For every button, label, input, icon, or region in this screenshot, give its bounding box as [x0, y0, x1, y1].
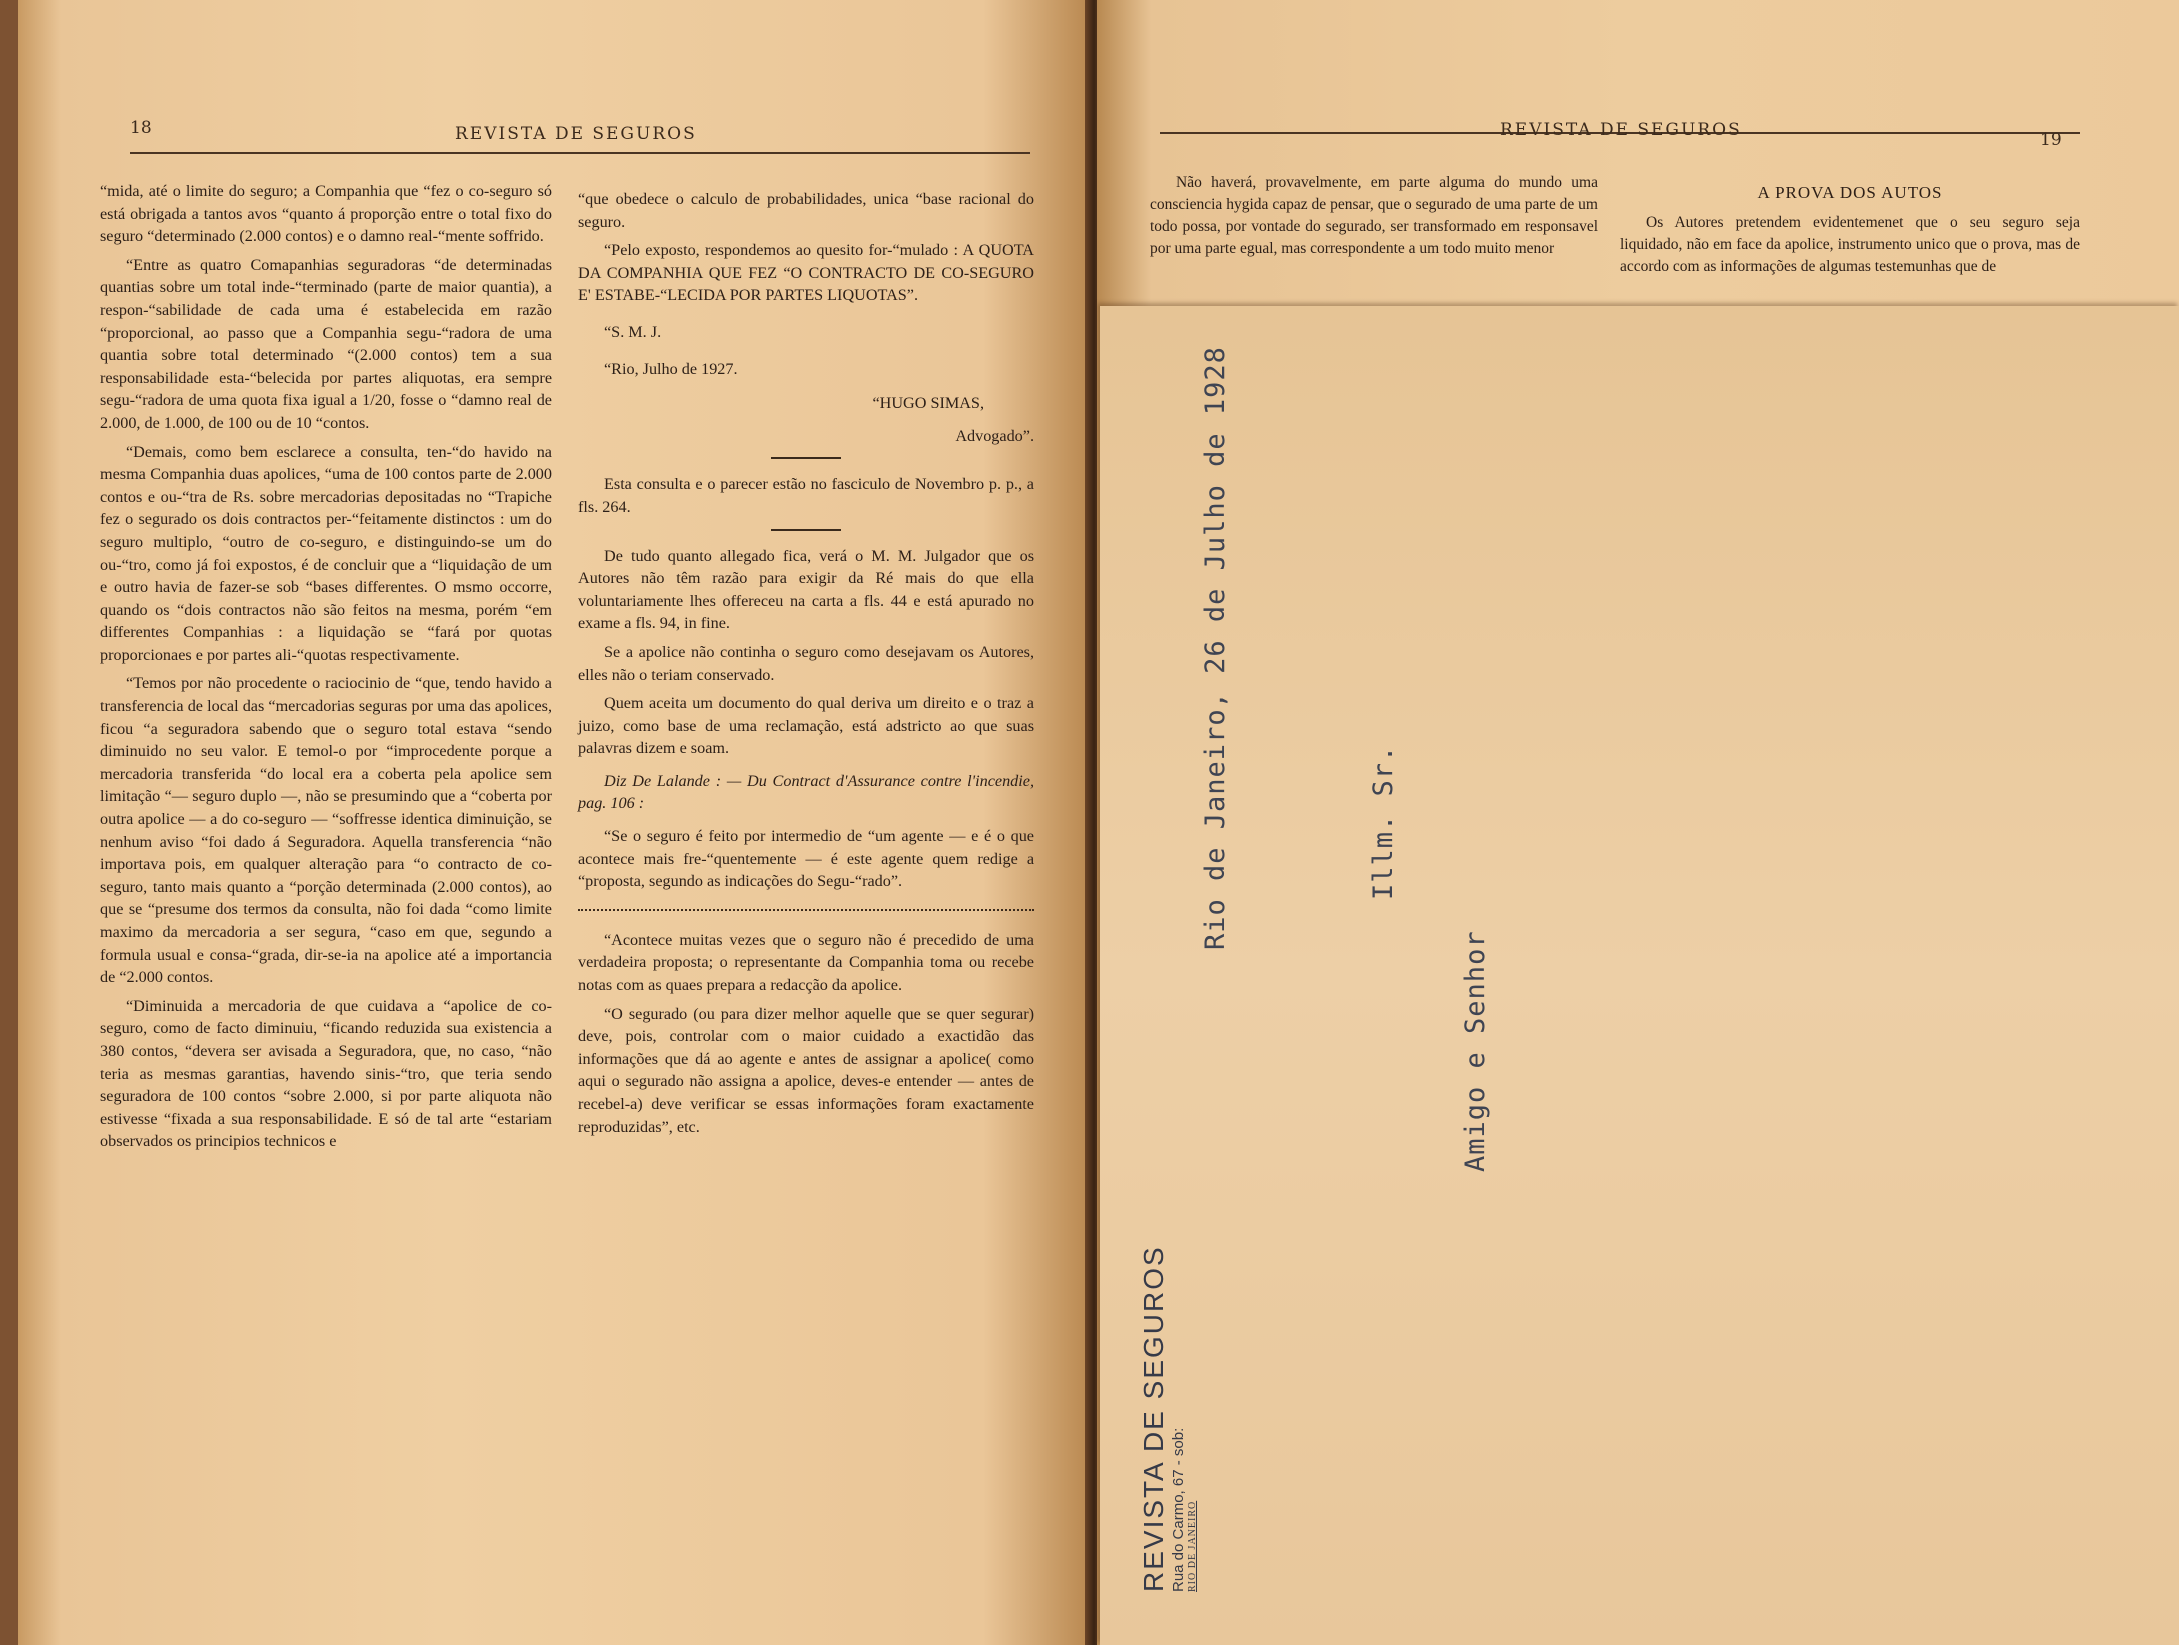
letterhead-address: Rua do Carmo, 67 - sob: — [1170, 1427, 1187, 1592]
paragraph: “S. M. J. — [604, 322, 662, 341]
section-heading: A PROVA DOS AUTOS — [1757, 183, 1943, 202]
paragraph: “Acontece muitas vezes que o seguro não é precedido de uma verdadeira proposta; o representante da Companhia toma ou recebe notas com as quaes prepara a redacção da apolice. — [578, 930, 1034, 995]
letter-salutation: Illm. Sr. — [1368, 744, 1399, 900]
letterhead-stamp — [1138, 1245, 1198, 1592]
paragraph: “Diminuida a mercadoria de que cuidava a “apolice de co-seguro, como de facto diminuiu, “ficando reduzida sua existencia a 380 contos, “devera ser avisada a Seguradora, que, no caso, “não teria as mesmas garantias, havendo sinis-“tro, que teria sendo seguradora de 100 contos “sobre 2.000, si por parte aliquota não estivesse “fixada a sua responsabilidade. E só de tal arte “estariam observados os principios technicos e — [100, 996, 552, 1151]
paragraph: Esta consulta e o parecer estão no fasciculo de Novembro p. p., a fls. 264. — [578, 475, 1034, 516]
left-page-header: REVISTA DE SEGUROS — [455, 124, 697, 144]
dotted-separator — [578, 907, 1034, 911]
right-page-header: REVISTA DE SEGUROS — [1500, 120, 1742, 140]
letterhead-name: REVISTA DE SEGUROS — [1138, 1245, 1169, 1592]
right-page-number: 19 — [2040, 130, 2062, 150]
paragraph: “Entre as quatro Comapanhias seguradoras “de determinadas quantias sobre um total inde-“terminado (parte de maior quantia), a respon-“sabilidade de cada uma é estabelecida em razão “proporcional, ao passo que a Companhia segu-“radora de uma quantia sobre total determinado “(2.000 contos) tem a sua responsabilidade esta-“belecida por partes aliquotas, era sempre segu-“radora de uma quota fixa igual a 1/20, fosse o “damno real de 2.000, de 1.000, de 100 ou de 10 “contos. — [100, 255, 552, 432]
left-column-1 — [100, 180, 552, 1159]
paragraph: Se a apolice não continha o seguro como desejavam os Autores, elles não o teriam conservado. — [578, 642, 1034, 684]
paragraph: “mida, até o limite do seguro; a Companhia que “fez o co-seguro só está obrigada a tantos avos “quanto á proporção entre o total fixo do seguro “determinado (2.000 contos) e o damno real-“mente soffrido. — [100, 182, 552, 246]
paragraph: “Se o seguro é feito por intermedio de “um agente — e é o que acontece mais fre-“quentemente — é este agente quem redige a “proposta, segundo as indicações do Segu-“rado”. — [578, 827, 1034, 891]
paragraph: Quem aceita um documento do qual deriva um direito e o traz a juizo, como base de uma reclamação, está adstricto ao que suas palavras dizem e soam. — [578, 694, 1034, 758]
paragraph: “Rio, Julho de 1927. — [604, 359, 738, 378]
left-page-number: 18 — [130, 118, 152, 138]
left-header-rule — [130, 152, 1030, 154]
paragraph: “Temos por não procedente o raciocinio de “que, tendo havido a transferencia de local das “mercadorias seguras por uma das apolices, ficou “a seguradora sabendo que o seguro total estava “sendo diminuido no seu valor. E temol-o por “improcedente porque a mercadoria transferida “do local era a coberta pela apolice sem limitação “— seguro duplo —, não se presumindo que a “coberta por outra apolice — a do co-seguro — “soffresse identica diminuição, se nenhum aviso “foi dado á Seguradora. Aquella transferencia “não importava pois, em qualquer alteração para “o contracto de co-seguro, tanto mais quanto a “porção determinada (2.000 contos), ao que se “presume dos termos da consulta, não foi dada “como limite maximo da mercadoria a ser segura, “caso em que, segundo a formula usual e consa-“grada, dir-se-ia na apolice até a importancia de “2.000 contos. — [100, 674, 552, 987]
letter-date-line: Rio de Janeiro, 26 de Julho de 1928 — [1200, 346, 1231, 950]
signature-title: Advogado”. — [955, 426, 1034, 445]
paragraph: Os Autores pretendem evidentemenet que o seu seguro seja liquidado, não em face da apolice, instrumento unico que o prova, mas de accordo com as informações de algumas testemunhas que de — [1620, 214, 2080, 275]
paragraph: “Demais, como bem esclarece a consulta, ten-“do havido na mesma Companhia duas apolices, “uma de 100 contos parte de 2.000 contos e ou-“tra de Rs. sobre mercadorias depositadas no “Trapiche fez o segurado os dois contractos per-“feitamente distinctos : um do seguro multiplo, “outro de co-seguro, e distinguindo-se um do ou-“tro, como já foi expostos, é de concluir que a “liquidação de um e outro havia de fazer-se sob “bases differentes. O msmo occorre, quando os “dois contractos não são feitos na mesma, porém “em differentes Companhias : a liquidação se “fará por quotas proporcionaes e por partes ali-“quotas respectivamente. — [100, 442, 552, 664]
section-separator — [771, 529, 841, 531]
right-column-2 — [1620, 172, 2080, 306]
signature-name: “HUGO SIMAS, — [872, 394, 984, 413]
left-column-2 — [578, 188, 1034, 1144]
paragraph: “que obedece o calculo de probabilidades, unica “base racional do seguro. — [578, 190, 1034, 231]
right-column-1 — [1150, 172, 1598, 306]
paragraph: De tudo quanto allegado fica, verá o M. M. Julgador que os Autores não têm razão para exigir da Ré mais do que ella voluntariamente lhes offereceu na carta a fls. 44 e está apurado no exame a fls. 94, in fine. — [578, 546, 1034, 633]
inserted-letter — [1100, 306, 2179, 1645]
paragraph: Diz De Lalande : — Du Contract d'Assurance contre l'incendie, pag. 106 : — [578, 771, 1034, 813]
paragraph: “Pelo exposto, respondemos ao quesito for-“mulado : A QUOTA DA COMPANHIA QUE FEZ “O CONTRACTO DE CO-SEGURO E' ESTABE-“LECIDA POR PARTES LIQUOTAS”. — [578, 241, 1034, 305]
paragraph: Não haverá, provavelmente, em parte alguma do mundo uma consciencia hygida capaz de pensar, que o segurado de uma parte de um todo possa, por vontade do segurado, ser transformado em responsavel por uma parte egual, mas correspondente a um todo muito menor — [1150, 174, 1598, 257]
section-separator — [771, 457, 841, 459]
paragraph: “O segurado (ou para dizer melhor aquelle que se quer segurar) deve, pois, controlar com o maior cuidado a exactidão das informações que dá ao agente e antes de assignar a apolice( como aqui o segurado não assigna a apolice, deves-e entender — antes de recebel-a) deve verificar se essas informações foram exactamente reproduzidas”, etc. — [578, 1004, 1034, 1136]
letter-closing: Amigo e Senhor — [1460, 930, 1491, 1172]
letterhead-city: RIO DE JANEIRO — [1187, 1500, 1198, 1592]
